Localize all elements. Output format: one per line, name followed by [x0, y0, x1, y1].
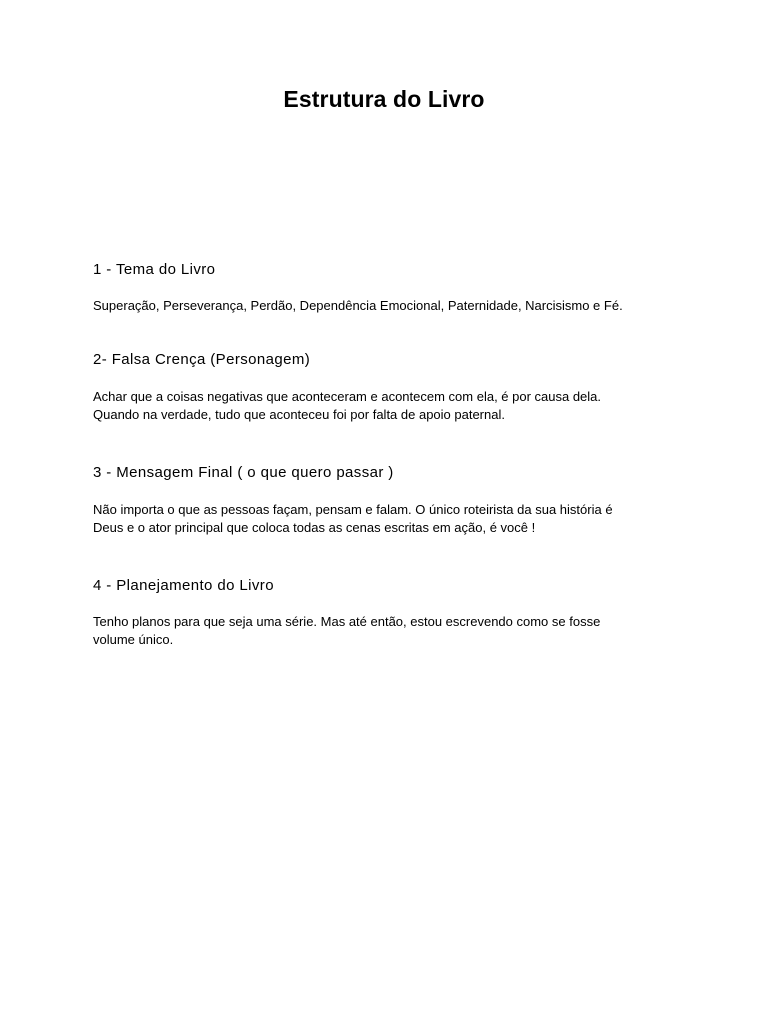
section-falsa-crenca — [93, 350, 693, 424]
body-line: Não importa o que as pessoas façam, pensam e falam. O único roteirista da sua história é — [93, 502, 613, 517]
section-body: Superação, Perseverança, Perdão, Dependência Emocional, Paternidade, Narcisismo e Fé. — [93, 298, 623, 313]
document-title: Estrutura do Livro — [283, 86, 485, 112]
body-line: Tenho planos para que seja uma série. Mas até então, estou escrevendo como se fosse — [93, 614, 601, 629]
body-line: Deus e o ator principal que coloca todas as cenas escritas em ação, é você ! — [93, 520, 536, 535]
body-line: volume único. — [93, 632, 174, 647]
body-line: Quando na verdade, tudo que aconteceu foi por falta de apoio paternal. — [93, 407, 505, 422]
section-body — [93, 388, 693, 424]
section-heading: 3 - Mensagem Final ( o que quero passar ) — [93, 464, 394, 481]
body-line: Achar que a coisas negativas que aconteceram e acontecem com ela, é por causa dela. — [93, 389, 602, 404]
section-body — [93, 613, 693, 649]
section-heading: 1 - Tema do Livro — [93, 261, 216, 278]
section-planejamento — [93, 576, 693, 649]
section-heading: 4 - Planejamento do Livro — [93, 577, 274, 594]
section-heading: 2- Falsa Crença (Personagem) — [93, 351, 311, 368]
section-tema — [93, 260, 693, 315]
section-body — [93, 501, 693, 537]
section-mensagem-final — [93, 463, 693, 537]
